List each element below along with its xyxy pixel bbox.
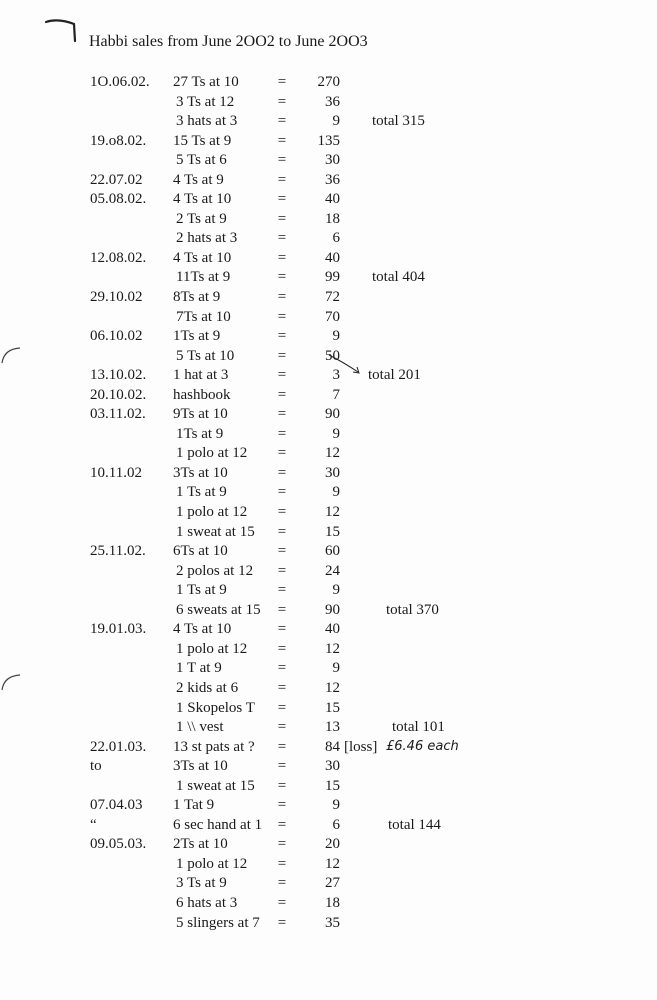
- amount-value: 99: [325, 269, 340, 286]
- item-description: 1 polo at 12: [176, 445, 248, 462]
- ledger-row: [0, 483, 657, 503]
- amount-value: 6: [332, 230, 340, 247]
- amount-value: 12: [325, 445, 340, 462]
- equals-sign: =: [277, 504, 287, 521]
- ledger-row: [0, 835, 657, 855]
- amount-value: 12: [325, 640, 340, 657]
- equals-sign: =: [277, 308, 287, 325]
- item-description: 4 Ts at 10: [173, 249, 232, 266]
- item-description: 1 \\ vest: [176, 719, 224, 736]
- item-description: 6 sec hand at 1: [173, 816, 263, 833]
- amount-value: 12: [325, 679, 340, 696]
- ledger-row: [0, 542, 657, 562]
- equals-sign: =: [277, 875, 287, 892]
- amount-value: 35: [325, 914, 340, 931]
- ledger-row: [0, 229, 657, 249]
- ledger-row: [0, 249, 657, 269]
- amount-value: 18: [325, 894, 340, 911]
- item-description: 2Ts at 10: [173, 836, 228, 853]
- sale-date: 12.08.02.: [90, 249, 147, 266]
- item-description: 1 polo at 12: [176, 640, 248, 657]
- sale-date: 25.11.02.: [90, 543, 146, 560]
- item-description: 1Ts at 9: [173, 328, 221, 345]
- equals-sign: =: [277, 113, 287, 130]
- running-total: total 370: [386, 601, 439, 618]
- ledger-row: [0, 308, 657, 328]
- ledger-row: [0, 171, 657, 191]
- amount-value: 40: [325, 249, 340, 266]
- item-description: 3 Ts at 12: [176, 93, 235, 110]
- page-title: Habbi sales from June 2OO2 to June 2OO3: [89, 33, 368, 50]
- item-description: 7Ts at 10: [176, 308, 231, 325]
- arrow-icon: [327, 352, 367, 378]
- item-description: 4 Ts at 10: [173, 621, 232, 638]
- amount-value: 20: [325, 836, 340, 853]
- ledger-row: [0, 210, 657, 230]
- item-description: 1 Skopelos T: [176, 699, 255, 716]
- sale-date: 06.10.02: [90, 328, 143, 345]
- sale-date: 05.08.02.: [90, 191, 147, 208]
- ledger-row: [0, 386, 657, 406]
- sale-date: to: [90, 758, 102, 775]
- amount-value: 6: [332, 816, 340, 833]
- equals-sign: =: [277, 679, 287, 696]
- equals-sign: =: [277, 523, 287, 540]
- equals-sign: =: [277, 738, 287, 755]
- equals-sign: =: [277, 249, 287, 266]
- amount-value: 9: [332, 660, 340, 677]
- sale-date: 20.10.02.: [90, 386, 147, 403]
- amount-value: 27: [325, 875, 340, 892]
- item-description: 5 Ts at 6: [176, 152, 227, 169]
- item-description: 13 st pats at ?: [173, 738, 255, 755]
- item-description: 6 sweats at 15: [176, 601, 261, 618]
- amount-value: 60: [325, 543, 340, 560]
- equals-sign: =: [277, 289, 287, 306]
- item-description: 1 polo at 12: [176, 504, 248, 521]
- item-description: 1 hat at 3: [173, 367, 229, 384]
- item-description: 1 Ts at 9: [176, 582, 227, 599]
- amount-value: 36: [325, 171, 340, 188]
- sale-date: 19.o8.02.: [90, 132, 147, 149]
- ledger-row: [0, 112, 657, 132]
- ledger-row: [0, 777, 657, 797]
- amount-value: 30: [325, 152, 340, 169]
- equals-sign: =: [277, 152, 287, 169]
- sales-ledger: [0, 73, 657, 933]
- amount-value: 135: [317, 132, 340, 149]
- equals-sign: =: [277, 601, 287, 618]
- ledger-row: [0, 268, 657, 288]
- sale-date: 03.11.02.: [90, 406, 146, 423]
- ledger-row: [0, 464, 657, 484]
- sale-date: 07.04.03: [90, 797, 143, 814]
- item-description: 27 Ts at 10: [173, 74, 239, 90]
- pen-mark-icon: [44, 14, 84, 44]
- running-total: total 315: [372, 113, 425, 130]
- amount-value: 13: [325, 719, 340, 736]
- equals-sign: =: [277, 719, 287, 736]
- item-description: 5 Ts at 10: [176, 347, 235, 364]
- amount-value: 40: [325, 621, 340, 638]
- ledger-row: [0, 405, 657, 425]
- ledger-row: [0, 562, 657, 582]
- equals-sign: =: [277, 74, 287, 90]
- ledger-row: [0, 444, 657, 464]
- item-description: 8Ts at 9: [173, 289, 221, 306]
- equals-sign: =: [277, 171, 287, 188]
- handwritten-note: £6.46 each: [386, 738, 459, 754]
- amount-value: 40: [325, 191, 340, 208]
- item-description: 1 polo at 12: [176, 855, 248, 872]
- equals-sign: =: [277, 191, 287, 208]
- equals-sign: =: [277, 621, 287, 638]
- equals-sign: =: [277, 93, 287, 110]
- amount-value: 36: [325, 93, 340, 110]
- item-description: 2 Ts at 9: [176, 210, 227, 227]
- equals-sign: =: [277, 210, 287, 227]
- sale-date: 1O.06.02.: [90, 74, 150, 90]
- amount-value: 24: [325, 562, 340, 579]
- ledger-row: [0, 151, 657, 171]
- sale-date: 22.01.03.: [90, 738, 147, 755]
- sale-date: 09.05.03.: [90, 836, 147, 853]
- equals-sign: =: [277, 425, 287, 442]
- item-description: 5 slingers at 7: [176, 914, 260, 931]
- amount-value: 9: [332, 797, 340, 814]
- running-total: total 101: [392, 719, 445, 736]
- equals-sign: =: [277, 660, 287, 677]
- ledger-row: [0, 855, 657, 875]
- loss-note: [loss]: [344, 738, 378, 755]
- amount-value: 15: [325, 777, 340, 794]
- item-description: hashbook: [173, 386, 231, 403]
- ledger-row: [0, 327, 657, 347]
- equals-sign: =: [277, 386, 287, 403]
- equals-sign: =: [277, 328, 287, 345]
- item-description: 2 polos at 12: [176, 562, 254, 579]
- equals-sign: =: [277, 894, 287, 911]
- item-description: 1 Ts at 9: [176, 484, 227, 501]
- ledger-row: [0, 659, 657, 679]
- item-description: 6Ts at 10: [173, 543, 228, 560]
- equals-sign: =: [277, 367, 287, 384]
- amount-value: 9: [332, 425, 340, 442]
- ledger-row: [0, 699, 657, 719]
- running-total: total 201: [368, 367, 421, 384]
- running-total: total 404: [372, 269, 425, 286]
- item-description: 4 Ts at 10: [173, 191, 232, 208]
- sale-date: “: [90, 816, 97, 833]
- equals-sign: =: [277, 777, 287, 794]
- equals-sign: =: [277, 582, 287, 599]
- item-description: 3 hats at 3: [176, 113, 238, 130]
- sale-date: 10.11.02: [90, 464, 142, 481]
- ledger-row: [0, 523, 657, 543]
- item-description: 6 hats at 3: [176, 894, 238, 911]
- ledger-row: [0, 816, 657, 836]
- item-description: 1Ts at 9: [176, 425, 224, 442]
- item-description: 3Ts at 10: [173, 464, 228, 481]
- amount-value: 84: [325, 738, 340, 755]
- running-total: total 144: [388, 816, 441, 833]
- ledger-row: [0, 93, 657, 113]
- ledger-row: [0, 132, 657, 152]
- ledger-row: [0, 503, 657, 523]
- amount-value: 270: [317, 74, 340, 90]
- item-description: 3 Ts at 9: [176, 875, 227, 892]
- equals-sign: =: [277, 836, 287, 853]
- amount-value: 3: [332, 367, 340, 384]
- amount-value: 12: [325, 504, 340, 521]
- amount-value: 70: [325, 308, 340, 325]
- amount-value: 9: [332, 113, 340, 130]
- item-description: 2 kids at 6: [176, 679, 239, 696]
- equals-sign: =: [277, 640, 287, 657]
- item-description: 4 Ts at 9: [173, 171, 224, 188]
- equals-sign: =: [277, 914, 287, 931]
- amount-value: 15: [325, 523, 340, 540]
- ledger-row: [0, 679, 657, 699]
- equals-sign: =: [277, 445, 287, 462]
- equals-sign: =: [277, 484, 287, 501]
- amount-value: 90: [325, 406, 340, 423]
- equals-sign: =: [277, 464, 287, 481]
- ledger-row: [0, 73, 657, 93]
- ledger-row: [0, 718, 657, 738]
- item-description: 11Ts at 9: [176, 269, 231, 286]
- amount-value: 9: [332, 328, 340, 345]
- ledger-row: [0, 425, 657, 445]
- amount-value: 9: [332, 582, 340, 599]
- equals-sign: =: [277, 543, 287, 560]
- sale-date: 29.10.02: [90, 289, 143, 306]
- ledger-row: [0, 796, 657, 816]
- sale-date: 22.07.02: [90, 171, 143, 188]
- equals-sign: =: [277, 562, 287, 579]
- ledger-row: [0, 620, 657, 640]
- equals-sign: =: [277, 347, 287, 364]
- amount-value: 18: [325, 210, 340, 227]
- amount-value: 15: [325, 699, 340, 716]
- ledger-row: [0, 640, 657, 660]
- ledger-row: [0, 581, 657, 601]
- ledger-row: [0, 874, 657, 894]
- ledger-row: [0, 288, 657, 308]
- item-description: 3Ts at 10: [173, 758, 228, 775]
- amount-value: 90: [325, 601, 340, 618]
- ledger-row: [0, 894, 657, 914]
- equals-sign: =: [277, 132, 287, 149]
- sale-date: 19.01.03.: [90, 621, 147, 638]
- ledger-row: [0, 738, 657, 758]
- item-description: 1 Tat 9: [173, 797, 215, 814]
- equals-sign: =: [277, 816, 287, 833]
- equals-sign: =: [277, 406, 287, 423]
- item-description: 2 hats at 3: [176, 230, 238, 247]
- amount-value: 9: [332, 484, 340, 501]
- amount-value: 30: [325, 464, 340, 481]
- amount-value: 72: [325, 289, 340, 306]
- ledger-row: [0, 190, 657, 210]
- equals-sign: =: [277, 797, 287, 814]
- amount-value: 30: [325, 758, 340, 775]
- item-description: 1 sweat at 15: [176, 777, 255, 794]
- amount-value: 7: [332, 386, 340, 403]
- ledger-row: [0, 757, 657, 777]
- item-description: 1 T at 9: [176, 660, 222, 677]
- item-description: 1 sweat at 15: [176, 523, 255, 540]
- item-description: 9Ts at 10: [173, 406, 228, 423]
- amount-value: 12: [325, 855, 340, 872]
- equals-sign: =: [277, 230, 287, 247]
- equals-sign: =: [277, 699, 287, 716]
- item-description: 15 Ts at 9: [173, 132, 232, 149]
- equals-sign: =: [277, 269, 287, 286]
- amount-value: 50: [325, 347, 340, 364]
- equals-sign: =: [277, 758, 287, 775]
- equals-sign: =: [277, 855, 287, 872]
- ledger-row: [0, 601, 657, 621]
- sale-date: 13.10.02.: [90, 367, 147, 384]
- ledger-row: [0, 914, 657, 934]
